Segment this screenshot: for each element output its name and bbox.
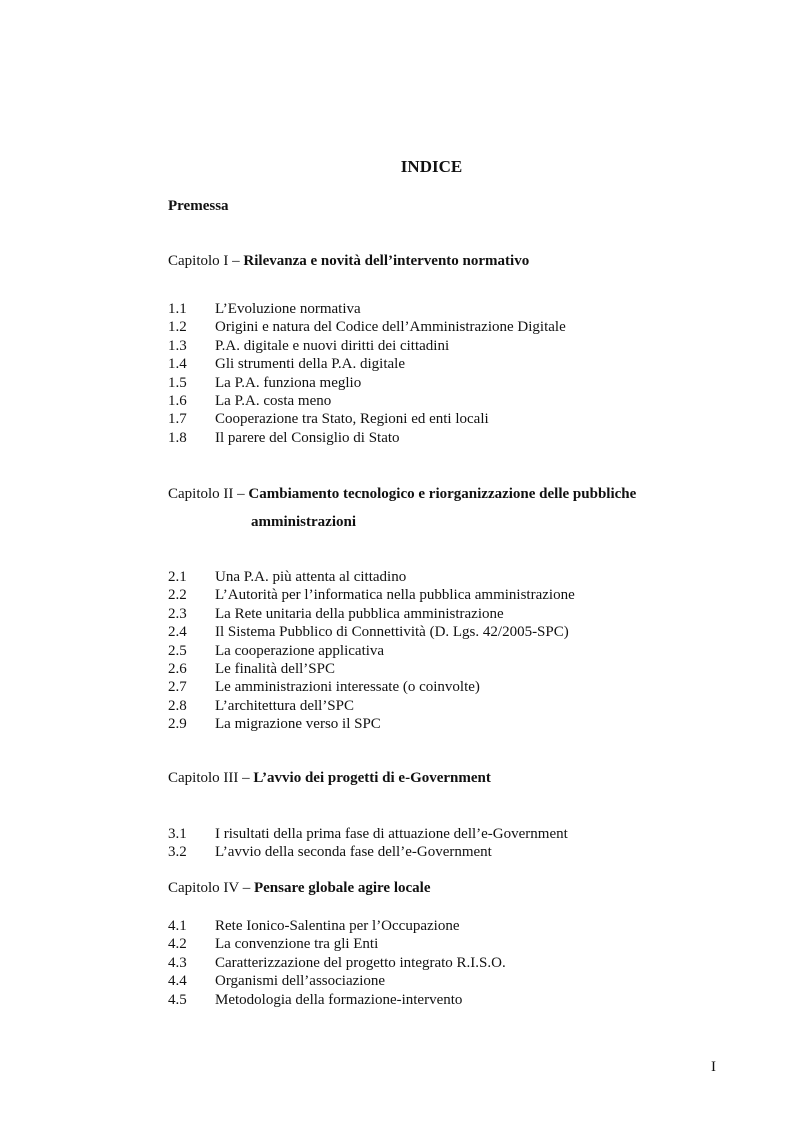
toc-entry-text: L’Evoluzione normativa — [215, 301, 361, 317]
chapter-3-heading — [168, 769, 491, 787]
toc-entry — [0, 972, 793, 990]
toc-entry-number: 2.1 — [168, 569, 187, 585]
toc-entry-text: Il Sistema Pubblico di Connettività (D. Lgs. 42/2005-SPC) — [215, 624, 569, 641]
toc-entry — [0, 623, 793, 641]
toc-entry — [0, 954, 793, 972]
toc-entry — [0, 392, 793, 410]
toc-entry — [0, 605, 793, 623]
chapter-label: Capitolo III – — [168, 770, 254, 786]
toc-entry-text: Metodologia della formazione-intervento — [215, 991, 463, 1008]
toc-entry — [0, 300, 793, 318]
chapter-label: Capitolo I – — [168, 253, 244, 269]
toc-entry — [0, 660, 793, 678]
toc-entry-text: Organismi dell’associazione — [215, 973, 386, 990]
toc-entry-text: La cooperazione applicativa — [215, 642, 385, 659]
toc-entry-number: 1.5 — [168, 374, 187, 391]
toc-entry-text: Le finalità dell’SPC — [215, 661, 335, 677]
chapter-title: Cambiamento tecnologico e riorganizzazione delle pubbliche — [248, 486, 637, 502]
toc-entry-number: 1.7 — [168, 411, 187, 428]
toc-entry-number: 2.3 — [168, 605, 187, 622]
toc-entry — [0, 337, 793, 355]
toc-entry — [0, 355, 793, 373]
toc-entry-number: 3.2 — [168, 844, 187, 861]
toc-entry-text: La P.A. funziona meglio — [215, 374, 362, 391]
toc-entry-text: I risultati della prima fase di attuazione dell’e-Government — [215, 826, 568, 842]
toc-entry-number: 1.2 — [168, 319, 187, 336]
toc-entry — [0, 318, 793, 336]
toc-entry-text: La P.A. costa meno — [215, 393, 332, 409]
toc-entry-number: 4.5 — [168, 991, 187, 1008]
chapter-2-heading — [168, 485, 636, 503]
toc-entry-text: La Rete unitaria della pubblica amministrazione — [215, 605, 504, 622]
toc-entry — [0, 568, 793, 586]
chapter-2-title-continuation: amministrazioni — [251, 514, 356, 530]
chapter-1-heading — [168, 252, 529, 270]
toc-entry-number: 2.7 — [168, 679, 187, 696]
toc-entry-text: L’Autorità per l’informatica nella pubblica amministrazione — [215, 587, 575, 604]
chapter-label: Capitolo IV – — [168, 880, 254, 896]
premessa-heading: Premessa — [168, 198, 229, 214]
toc-entry-number: 4.4 — [168, 973, 187, 990]
toc-entry — [0, 586, 793, 604]
toc-entry-text: Cooperazione tra Stato, Regioni ed enti locali — [215, 411, 489, 428]
toc-entry-text: Origini e natura del Codice dell’Amministrazione Digitale — [215, 319, 566, 336]
toc-entry-number: 2.9 — [168, 716, 187, 733]
toc-entry-text: La migrazione verso il SPC — [215, 716, 381, 733]
toc-entry — [0, 825, 793, 843]
toc-entry-text: P.A. digitale e nuovi diritti dei cittadini — [215, 337, 450, 354]
chapter-4-heading — [168, 879, 430, 897]
toc-entry — [0, 991, 793, 1009]
toc-entry-text: L’avvio della seconda fase dell’e-Government — [215, 844, 492, 861]
page-title: INDICE — [400, 157, 463, 176]
page-number: I — [711, 1059, 716, 1075]
toc-entry-text: Rete Ionico-Salentina per l’Occupazione — [215, 918, 460, 934]
toc-entry-number: 4.1 — [168, 918, 187, 934]
toc-entry — [0, 715, 793, 733]
toc-entry-number: 2.4 — [168, 624, 187, 641]
toc-entry-text: Il parere del Consiglio di Stato — [215, 429, 400, 446]
toc-entry-number: 3.1 — [168, 826, 187, 842]
toc-entry-number: 1.6 — [168, 393, 187, 409]
toc-entry-text: L’architettura dell’SPC — [215, 697, 354, 714]
toc-entry-number: 2.2 — [168, 587, 187, 604]
toc-entry — [0, 678, 793, 696]
toc-entry-number: 4.2 — [168, 936, 187, 953]
toc-entry — [0, 935, 793, 953]
toc-entry-text: Le amministrazioni interessate (o coinvolte) — [215, 679, 480, 696]
toc-entry-text: Gli strumenti della P.A. digitale — [215, 356, 405, 373]
chapter-title: Pensare globale agire locale — [253, 880, 431, 896]
toc-entry — [0, 843, 793, 861]
toc-entry — [0, 917, 793, 935]
toc-entry-number: 4.3 — [168, 954, 187, 971]
toc-entry-number: 2.5 — [168, 642, 187, 659]
toc-entry-text: Caratterizzazione del progetto integrato R.I.S.O. — [215, 954, 506, 971]
toc-entry — [0, 374, 793, 392]
toc-entry-number: 2.8 — [168, 697, 187, 714]
toc-entry-text: La convenzione tra gli Enti — [215, 936, 379, 953]
toc-entry-text: Una P.A. più attenta al cittadino — [215, 569, 407, 585]
toc-entry — [0, 697, 793, 715]
chapter-title: L’avvio dei progetti di e-Government — [253, 770, 491, 786]
chapter-label: Capitolo II – — [168, 486, 249, 502]
toc-entry-number: 1.1 — [168, 301, 187, 317]
toc-entry-number: 1.4 — [168, 356, 187, 373]
toc-entry-number: 2.6 — [168, 661, 187, 677]
toc-entry — [0, 642, 793, 660]
toc-entry-number: 1.8 — [168, 429, 187, 446]
chapter-title: Rilevanza e novità dell’intervento normativo — [243, 253, 530, 269]
toc-entry — [0, 429, 793, 447]
toc-entry-number: 1.3 — [168, 337, 187, 354]
toc-entry — [0, 410, 793, 428]
